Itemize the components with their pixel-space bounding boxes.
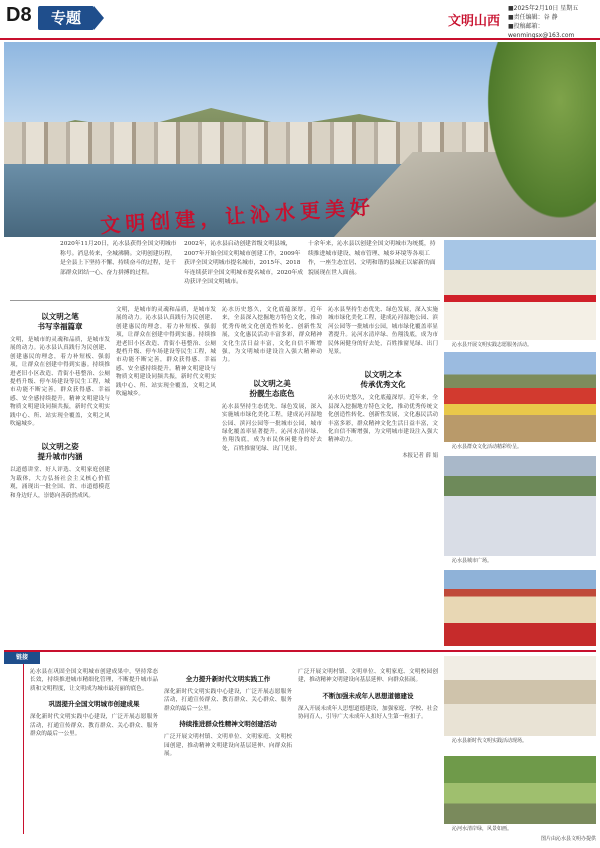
lede-col-1: 2020年11月20日，沁水县获得全国文明城市称号。消息传来，全城沸腾。文明创建历程，是全县上下坚持不懈、持续奋斗的过程，是干部群众团结一心、奋力拼搏的过程。: [60, 241, 177, 276]
headline: 文明创建，让沁水更美好: [99, 194, 376, 238]
lede-col-2: 2002年，沁水县启动创建省级文明县城，2007年开始全国文明城市创建工作，2009年获评全国文明城市提名城市，2015年、2018年连续获评全国文明城市提名城市，2020年成功获评全国文明城市。: [184, 241, 304, 285]
date-line: ■2025年2月10日 星期五: [508, 5, 579, 12]
section-4-body: 沁水历史悠久，文化底蕴深厚。近年来，全县深入挖掘地方特色文化，推动优秀传统文化创造性转化、创新性发展，文化惠民活动丰富多彩，群众精神文化生活日益丰富，文化自信不断增强，为文明城市建设注入强大精神动力。: [328, 395, 438, 444]
photo-square: [444, 456, 596, 556]
section-2-title: 以文明之姿 提升城市内涵: [37, 442, 83, 462]
section-tag-arrow: [94, 6, 104, 30]
editor-line: ■责任编辑：谷 静: [508, 14, 558, 21]
strip-col-3: [298, 668, 438, 722]
strip-col-1-intro: 沁水县在巩固全国文明城市创建成果中，坚持常态长效，持续推进城市精细化管理，不断提升城市品质和文明程度，让文明成为城市最亮丽的底色。: [30, 669, 158, 692]
caption-3: 沁水县城市广场。: [452, 558, 493, 564]
photo-activity: [444, 656, 596, 736]
caption-6: 沁河水清岸绿，风景如画。: [452, 826, 513, 832]
lede-divider: [10, 300, 440, 301]
strip-col-4-body: 深入开展未成年人思想道德建设，加强家庭、学校、社会协同育人，引导广大未成年人扣好人生第一粒扣子。: [298, 705, 438, 721]
strip-col-3-title: 持续推进群众性精神文明创建活动: [179, 720, 277, 729]
column-3-body: 沁水历史悠久，文化底蕴深厚。近年来，全县深入挖掘地方特色文化，推动优秀传统文化创造性转化、创新性发展，文化惠民活动丰富多彩，群众精神文化生活日益丰富，文化自信不断增强，为文明城市建设注入强大精神动力。: [222, 307, 322, 364]
email-line: ■投稿邮箱：wenmingsx@163.com: [508, 23, 575, 39]
strip-col-1: [30, 668, 158, 738]
section-1-title: 以文明之笔 书写幸福篇章: [37, 312, 83, 331]
strip-col-1-body: 深化新时代文明实践中心建设，广泛开展志愿服务活动，打通宣传群众、教育群众、关心群众、服务群众的最后一公里。: [30, 714, 158, 738]
section-tag: 专题: [38, 6, 94, 30]
strip-col-2-body: 深化新时代文明实践中心建设，广泛开展志愿服务活动，打通宣传群众、教育群众、关心群众、服务群众的最后一公里。: [164, 689, 292, 712]
photo-culture: [444, 352, 596, 442]
section-1-body: 文明，是城市的灵魂和品质，是城市发展的动力。沁水县认真践行为民创建、创建惠民的理念，着力补短板、强弱项，让群众在创建中得到实惠。持续推进老旧小区改造、背街小巷整治、公厕提档升级、停车场建设等民生工程，城市功能不断完善，群众获得感、幸福感、安全感持续提升。精神文明建设与物质文明建设同频共振，新时代文明实践中心、所、站实现全覆盖，文明之风吹遍城乡。: [10, 337, 110, 428]
strip-col-4-title: 不断加强未成年人思想道德建设: [322, 691, 414, 700]
strip-col-1-title: 巩固提升全国文明城市创建成果: [48, 700, 140, 709]
brand-logo: 文明山西: [448, 14, 501, 29]
photo-volunteers: [444, 240, 596, 340]
section-3-title: 以文明之美 扮靓生态底色: [249, 378, 295, 398]
strip-side-rule: [4, 664, 24, 834]
masthead: [0, 0, 600, 40]
strip-divider: [4, 650, 596, 652]
photo-credit: 图片由沁水县文明办提供: [540, 836, 596, 842]
column-4: [328, 306, 438, 459]
column-2: [116, 306, 216, 398]
page-number: D8: [6, 4, 32, 26]
caption-1: 沁水县开展文明实践志愿服务活动。: [452, 342, 533, 348]
photo-campaign: [444, 570, 596, 646]
photo-river: [444, 756, 596, 824]
strip-col-3-body: 广泛开展文明村镇、文明单位、文明家庭、文明校园创建，推动精神文明建设向基层延伸、向群众拓展。: [164, 734, 292, 758]
caption-5: 沁水县新时代文明实践活动现场。: [452, 738, 528, 744]
strip-col-2: [164, 668, 292, 758]
column-4-intro: 沁水县坚持生态优先、绿色发展，深入实施城市绿化美化工程，建成沁河湿地公园、滨河公园等一批城市公园，城市绿化覆盖率显著提升。沁河水清岸绿、鱼翔浅底，成为市民休闲健身的好去处，百姓推窗见绿、出门见景。: [328, 307, 438, 356]
column-3: [222, 306, 322, 453]
hero-tree: [476, 42, 596, 237]
byline: 本报记者 薛 娟: [402, 452, 438, 459]
section-3-body: 沁水县坚持生态优先、绿色发展，深入实施城市绿化美化工程，建成沁河湿地公园、滨河公园等一批城市公园，城市绿化覆盖率显著提升。沁河水清岸绿、鱼翔浅底，成为市民休闲健身的好去处，百姓推窗见绿、出门见景。: [222, 403, 322, 452]
caption-2: 沁水县群众文化活动精彩纷呈。: [452, 444, 523, 450]
strip-col-2-title: 全力提升新时代文明实践工作: [185, 675, 271, 683]
masthead-meta: [508, 4, 600, 40]
section-4-title: 以文明之本 传承优秀文化: [360, 370, 406, 390]
lede-col-3: 十余年来，沁水县以创建全国文明城市为统揽，持续推进城市建设、城市管理、城乡环境等各项工作，一座生态宜居、文明和谐的县城正以崭新的面貌展现在世人面前。: [308, 241, 436, 276]
column-1: [10, 306, 110, 500]
section-2-body: 以道德讲堂、好人评选、文明家庭创建为载体，大力弘扬社会主义核心价值观，涌现出一批全国、省、市道德模范和身边好人，崇德向善蔚然成风。: [10, 467, 110, 499]
column-2-body: 文明，是城市的灵魂和品质，是城市发展的动力。沁水县认真践行为民创建、创建惠民的理念，着力补短板、强弱项，让群众在创建中得到实惠。持续推进老旧小区改造、背街小巷整治、公厕提档升级、停车场建设等民生工程，城市功能不断完善，群众获得感、幸福感、安全感持续提升。精神文明建设与物质文明建设同频共振，新时代文明实践中心、所、站实现全覆盖，文明之风吹遍城乡。: [116, 307, 216, 398]
strip-label: 链接: [4, 652, 40, 664]
strip-col-3-intro: 广泛开展文明村镇、文明单位、文明家庭、文明校园创建，推动精神文明建设向基层延伸、向群众拓展。: [298, 669, 438, 684]
